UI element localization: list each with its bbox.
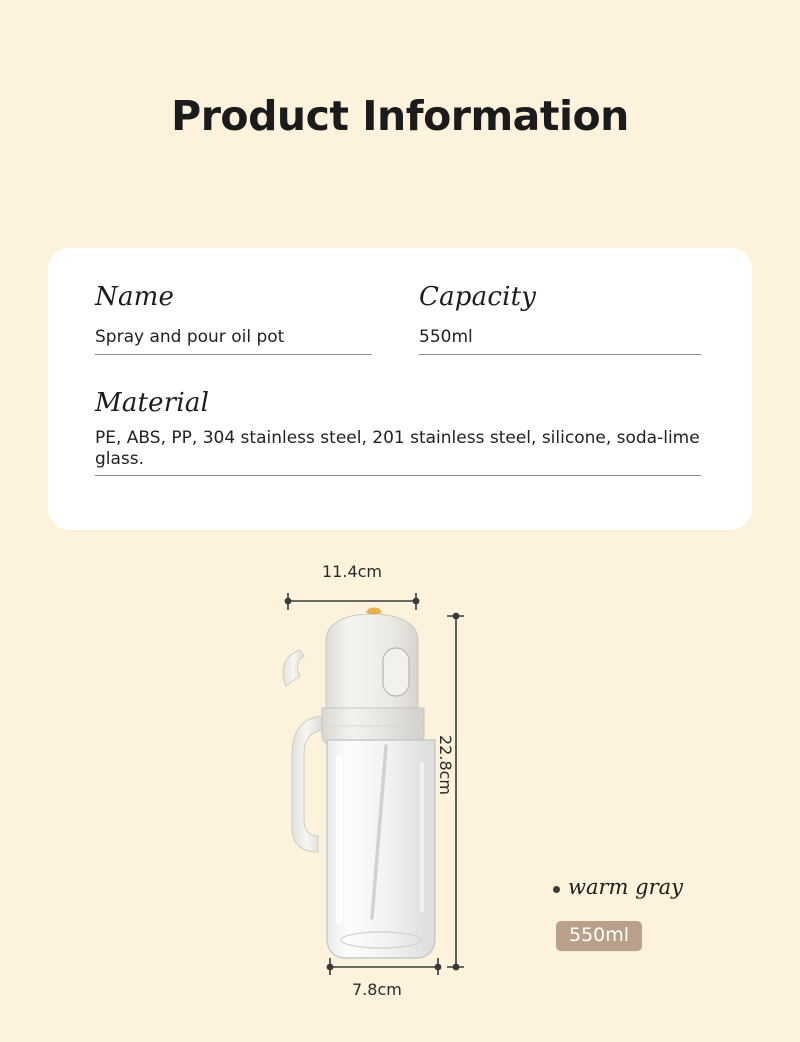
- product-info-card: [48, 248, 752, 530]
- diagram-graphics: [0, 540, 800, 1030]
- color-name-label: warm gray: [568, 875, 683, 899]
- product-dimension-diagram: [0, 540, 800, 1030]
- field-material-label: Material: [95, 388, 210, 418]
- color-swatch-dot-icon: [553, 886, 560, 893]
- field-capacity: [419, 282, 701, 355]
- dimension-height: 22.8cm: [436, 735, 455, 796]
- field-material: [95, 388, 701, 476]
- field-material-underline: [95, 475, 701, 476]
- field-name-label: Name: [95, 282, 175, 312]
- field-name-value: Spray and pour oil pot: [95, 327, 285, 347]
- field-material-value: PE, ABS, PP, 304 stainless steel, 201 stainless steel, silicone, soda-lime glass.: [95, 428, 700, 469]
- page-title: Product Information: [171, 92, 629, 140]
- field-capacity-label: Capacity: [419, 282, 537, 312]
- dimension-width-bottom: 7.8cm: [352, 980, 402, 999]
- field-capacity-underline: [419, 354, 701, 355]
- field-name-underline: [95, 354, 372, 355]
- capacity-badge: 550ml: [556, 921, 642, 951]
- field-capacity-value: 550ml: [419, 327, 473, 347]
- dimension-width-top: 11.4cm: [322, 562, 383, 581]
- field-name: [95, 282, 372, 355]
